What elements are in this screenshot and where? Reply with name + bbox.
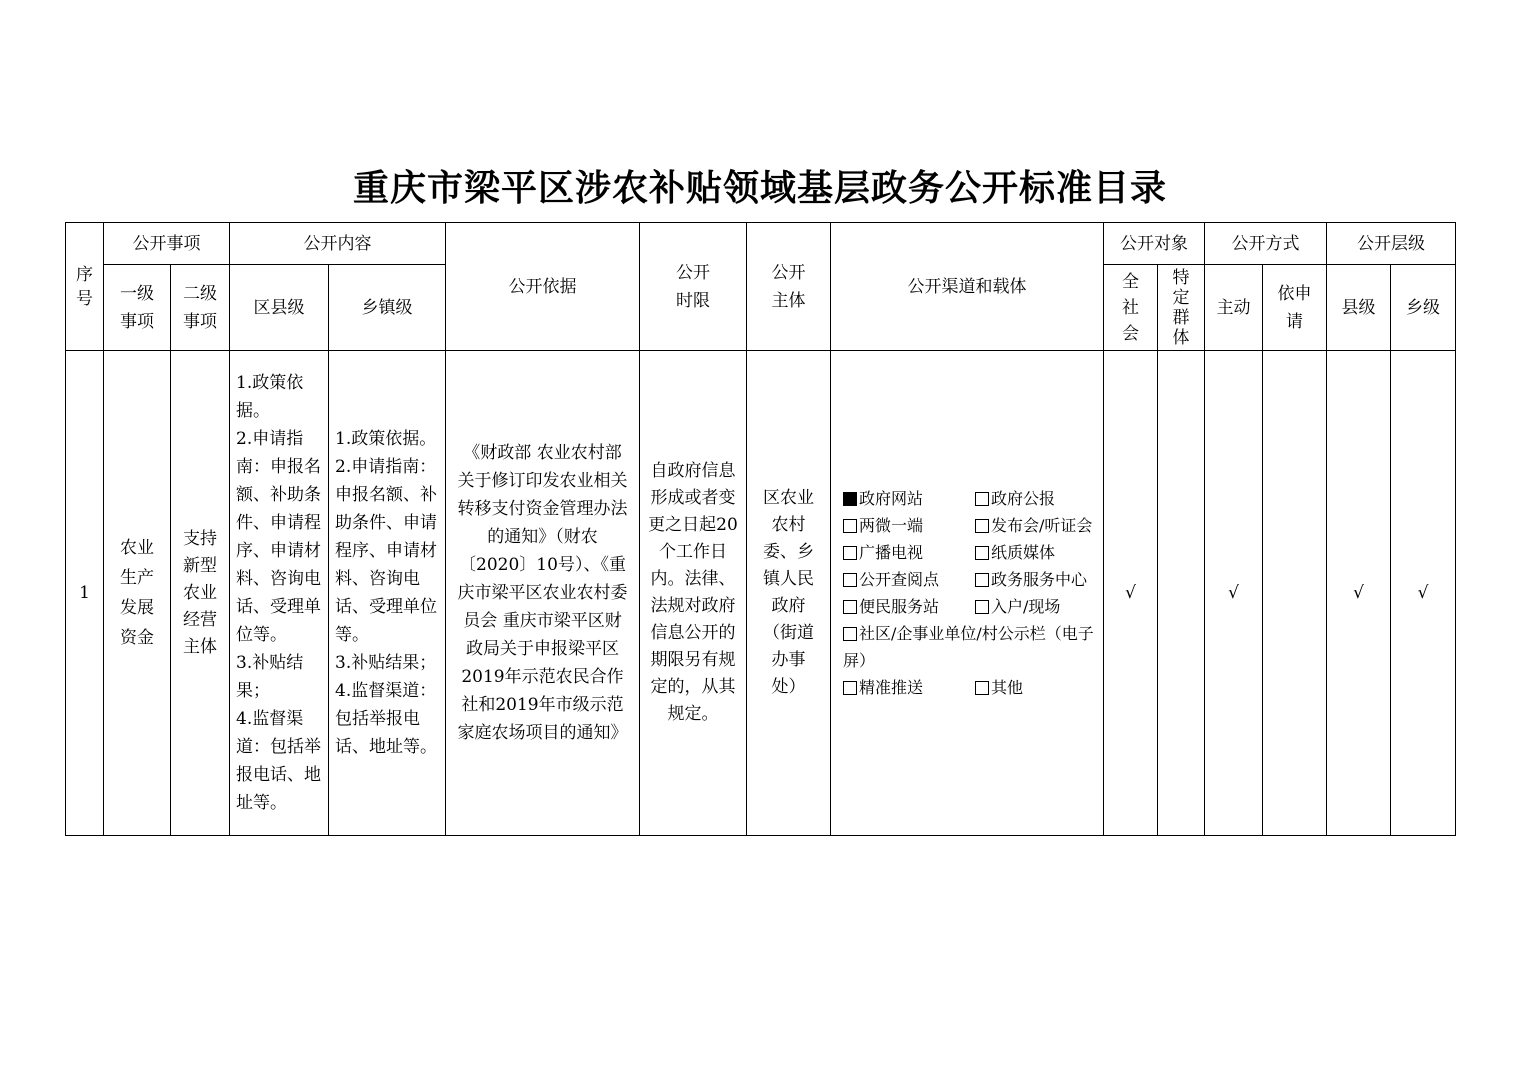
channel-row (843, 620, 1103, 674)
checkbox-icon[interactable] (975, 681, 989, 695)
checkbox-icon[interactable] (843, 546, 857, 560)
header-time-limit: 公开时限 (640, 223, 747, 351)
channel-label: 政务服务中心 (991, 570, 1088, 589)
channel-label: 发布会/听证会 (991, 516, 1093, 535)
cell-town-level: √ (1391, 351, 1456, 836)
cell-whole-society: √ (1104, 351, 1158, 836)
channel-list (831, 485, 1103, 701)
header-town-level: 乡级 (1391, 265, 1456, 351)
checkbox-icon[interactable] (843, 519, 857, 533)
channel-option[interactable] (843, 620, 1103, 674)
cell-county-content: 1.政策依据。 2.申请指南：申报名额、补助条件、申请程序、申请材料、咨询电话、受理单位等。 3.补贴结果； 4.监督渠道：包括举报电话、地址等。 (230, 351, 329, 836)
channel-row (843, 674, 1103, 701)
cell-town-content: 1.政策依据。 2.申请指南：申报名额、补助条件、申请程序、申请材料、咨询电话、受理单位等。 3.补贴结果； 4.监督渠道：包括举报电话、地址等。 (329, 351, 446, 836)
checkbox-icon[interactable] (843, 600, 857, 614)
header-county-level: 县级 (1327, 265, 1391, 351)
cell-level1: 农业生产发展资金 (104, 351, 171, 836)
cell-time-limit: 自政府信息形成或者变更之日起20个工作日内。法律、法规对政府信息公开的期限另有规定的，从其规定。 (640, 351, 747, 836)
channel-label: 精准推送 (859, 678, 924, 697)
cell-channels (831, 351, 1104, 836)
channel-label: 广播电视 (859, 543, 924, 562)
header-on-request: 依申请 (1263, 265, 1327, 351)
header-active: 主动 (1205, 265, 1263, 351)
checkbox-icon[interactable] (975, 573, 989, 587)
checked-box-icon[interactable] (843, 492, 857, 506)
checkbox-icon[interactable] (843, 627, 857, 641)
checkbox-icon[interactable] (975, 492, 989, 506)
channel-row (843, 512, 1103, 539)
header-whole-society: 全社会 (1104, 265, 1158, 351)
table-row (66, 351, 1456, 836)
channel-row (843, 593, 1103, 620)
header-object-group: 公开对象 (1104, 223, 1205, 265)
channel-option[interactable] (843, 485, 975, 512)
channel-option[interactable] (843, 512, 975, 539)
checkbox-icon[interactable] (975, 546, 989, 560)
channel-label: 公开查阅点 (859, 570, 940, 589)
header-level2: 二级事项 (171, 265, 230, 351)
channel-option[interactable] (975, 593, 1060, 620)
header-level1: 一级事项 (104, 265, 171, 351)
channel-label: 政府网站 (859, 489, 924, 508)
cell-on-request (1263, 351, 1327, 836)
channel-option[interactable] (843, 593, 975, 620)
channel-option[interactable] (975, 512, 1092, 539)
header-specific-group: 特定群体 (1158, 265, 1205, 351)
channel-option[interactable] (975, 485, 1055, 512)
channel-row (843, 539, 1103, 566)
channel-label: 其他 (991, 678, 1024, 697)
header-method-group: 公开方式 (1205, 223, 1327, 265)
header-item-group: 公开事项 (104, 223, 230, 265)
cell-seq: 1 (66, 351, 104, 836)
channel-label: 政府公报 (991, 489, 1056, 508)
channel-option[interactable] (843, 539, 975, 566)
header-channel: 公开渠道和载体 (831, 223, 1104, 351)
channel-option[interactable] (843, 566, 975, 593)
cell-active: √ (1205, 351, 1263, 836)
channel-option[interactable] (975, 539, 1055, 566)
header-content-group: 公开内容 (230, 223, 446, 265)
channel-option[interactable] (975, 674, 1023, 701)
cell-specific-group (1158, 351, 1205, 836)
header-level-group: 公开层级 (1327, 223, 1456, 265)
channel-option[interactable] (843, 674, 975, 701)
cell-subject: 区农业农村委、乡镇人民政府（街道办事处） (747, 351, 831, 836)
channel-option[interactable] (975, 566, 1087, 593)
cell-basis: 《财政部 农业农村部关于修订印发农业相关转移支付资金管理办法的通知》（财农〔2020〕10号）、《重庆市梁平区农业农村委员会 重庆市梁平区财政局关于申报梁平区2019年示范农民合作社和2019年市级示范家庭农场项目的通知》 (446, 351, 640, 836)
channel-label: 两微一端 (859, 516, 924, 535)
channel-row (843, 485, 1103, 512)
header-basis: 公开依据 (446, 223, 640, 351)
page-title: 重庆市梁平区涉农补贴领域基层政务公开标准目录 (352, 167, 1167, 209)
catalog-table (65, 222, 1456, 836)
channel-label: 入户/现场 (991, 597, 1061, 616)
header-seq: 序号 (66, 223, 104, 351)
checkbox-icon[interactable] (843, 681, 857, 695)
cell-county-level: √ (1327, 351, 1391, 836)
channel-label: 纸质媒体 (991, 543, 1056, 562)
checkbox-icon[interactable] (975, 600, 989, 614)
header-county: 区县级 (230, 265, 329, 351)
cell-level2: 支持新型农业经营主体 (171, 351, 230, 836)
channel-label: 社区/企事业单位/村公示栏（电子屏） (843, 624, 1094, 670)
checkbox-icon[interactable] (843, 573, 857, 587)
channel-row (843, 566, 1103, 593)
channel-label: 便民服务站 (859, 597, 940, 616)
header-row-1 (66, 223, 1456, 265)
checkbox-icon[interactable] (975, 519, 989, 533)
header-town: 乡镇级 (329, 265, 446, 351)
header-subject: 公开主体 (747, 223, 831, 351)
